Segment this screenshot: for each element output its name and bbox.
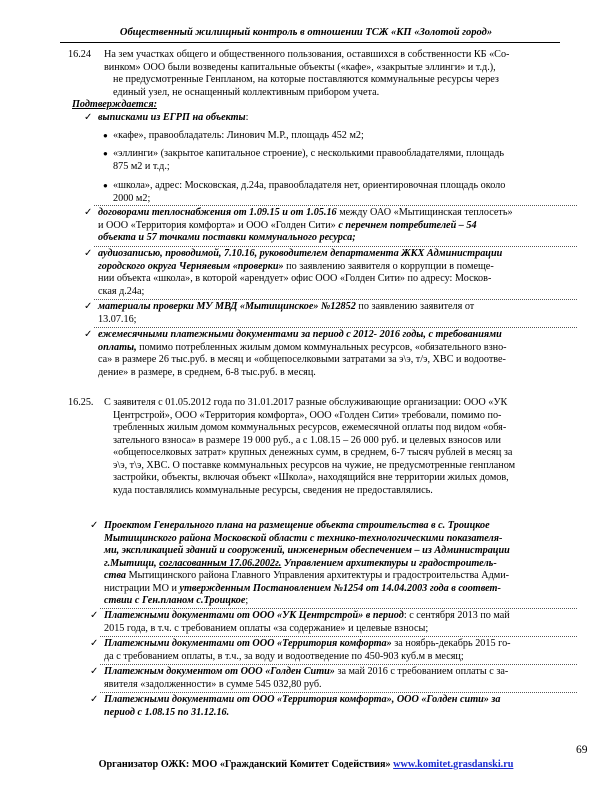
check-item-period	[90, 694, 501, 719]
bullet-item-school	[103, 180, 506, 205]
header-rule	[60, 42, 560, 43]
egrp-label: выписками из ЕГРП на объекты	[98, 112, 246, 123]
text-line: ми, экспликацией зданий и сооружений, инженерным обеспечением – из Администрации	[104, 545, 510, 556]
text-line: «эллинги» (закрытое капитальное строение), с несколькими правообладателями, площадь	[113, 148, 504, 159]
page-header: Общественный жилищный контроль в отношении ТСЖ «КП «Золотой город»	[119, 27, 493, 38]
text-line: Платежными документами от ООО «Территория комфорта», ООО «Голден сити» за	[104, 694, 501, 705]
paragraph-16-25	[104, 397, 515, 497]
text-line: период с 1.08.15 по 31.12.16.	[104, 706, 230, 718]
checkmark-icon: ✓	[84, 248, 93, 259]
text-line: не предусмотренные Генпланом, на которые поставляются коммунальные ресурсы через	[113, 74, 499, 85]
checkmark-icon: ✓	[90, 694, 99, 705]
separator	[94, 327, 577, 328]
text-line: «школа», адрес: Московская, д.24а, правообладателя нет, ориентировочная площадь около	[113, 180, 506, 191]
page-footer	[0, 759, 612, 770]
text-span: согласованным 17.06.2002г.	[159, 557, 282, 569]
text-span: по заявлению заявителя о коррупции в помеще-	[283, 260, 494, 272]
text-line: да с требованием оплаты, в т.ч., за воду и водоотведение по 450-903 куб.м в месяц;	[104, 650, 464, 662]
text-line: единый узел, не оснащенный коллективным прибором учета.	[113, 86, 380, 98]
text-line: «общепоселковых затрат» крупных денежных сумм, в среднем, 6-7 тысяч рублей в месяц за	[113, 447, 513, 458]
text-span: и ООО «Территория комфорта» и ООО «Голден Сити»	[98, 219, 339, 231]
text-line: 2000 м2;	[113, 192, 151, 204]
text-span: Мытищинского района Главного Управления архитектуры и градостроительства Адми-	[126, 570, 510, 581]
check-item-payments	[84, 329, 507, 379]
check-item-uk-centrstroy	[90, 610, 510, 635]
text-line: куда поставлялись коммунальные ресурсы, сведения не предоставлялись.	[113, 484, 433, 496]
text-span: с перечнем потребителей – 54	[338, 219, 477, 231]
text-line: Мытищинского района Московской области с технико-технологическими показателя-	[104, 532, 503, 544]
text-line: 875 м2 и т.д.;	[113, 160, 170, 172]
text-line: застройки, объекты, включая объект «Школа», находящийся вне территории жилых домов,	[113, 472, 509, 483]
text-line: явителя «задолженности» в сумме 545 032,80 руб.	[104, 678, 322, 690]
text-span: Платежными документами от ООО «УК Центрстрой» в период	[104, 610, 404, 621]
text-line: 13.07.16;	[98, 313, 137, 325]
text-line: объекта и 57 точками поставки коммунального ресурса;	[98, 232, 356, 243]
text-span: г.Мытищи,	[104, 557, 160, 569]
text-line: ежемесячными платежными документами за период с 2012- 2016 годы, с требованиями	[98, 329, 502, 340]
separator	[100, 664, 577, 665]
text-span: оплаты,	[98, 341, 137, 353]
checkmark-icon: ✓	[84, 329, 93, 340]
separator	[94, 299, 577, 300]
text-span: Управлением архитектуры и градостроитель-	[281, 557, 497, 569]
text-span: помимо потребленных жилым домом коммунальных ресурсов, «обязательного взно-	[136, 341, 507, 353]
item-number-16-24: 16.24	[68, 49, 91, 60]
text-line: С заявителя с 01.05.2012 года по 31.01.2017 разные обслуживающие организации: ООО «УК	[104, 397, 508, 408]
bullet-icon: ●	[103, 149, 108, 158]
separator	[100, 636, 577, 637]
check-item-genplan	[90, 520, 510, 608]
text-span: договорами теплоснабжения от 1.09.15 и от 1.05.16	[98, 207, 337, 218]
paragraph-16-24	[104, 49, 509, 99]
bullet-item-ellingi	[103, 148, 504, 173]
text-line: винком» ООО были возведены капитальные объекты («кафе», «закрытые эллинги» и т.д.),	[104, 61, 496, 73]
checkmark-icon: ✓	[84, 301, 93, 312]
separator	[100, 608, 577, 609]
bullet-item-cafe	[103, 130, 364, 143]
text-line: «кафе», правообладатель: Линович М.Р., площадь 452 м2;	[113, 130, 364, 141]
text-line: са» в размере 26 тыс.руб. в месяц и «общепоселковыми затратами за э\э, т/э, ХВС и водоотве-	[98, 354, 506, 365]
checkmark-icon: ✓	[90, 666, 99, 677]
separator	[94, 205, 577, 206]
text-span: ствии с Ген.планом с.Троицкое	[104, 595, 246, 606]
bullet-icon: ●	[103, 181, 108, 190]
page-number: 69	[576, 744, 588, 756]
checkmark-icon: ✓	[90, 610, 99, 621]
item-number-16-25: 16.25.	[68, 397, 94, 408]
text-span: городского округа Черняевым «проверки»	[98, 260, 284, 272]
checkmark-icon: ✓	[90, 638, 99, 649]
text-line: нии объекта «школа», в которой «арендует» офис ООО «Голден Сити» по адресу: Москов-	[98, 273, 492, 284]
text-span: за ноябрь-декабрь 2015 го-	[391, 638, 511, 649]
text-span: между ОАО «Мытищинская теплосеть»	[336, 207, 513, 218]
confirmed-label: Подтверждается:	[72, 99, 157, 110]
text-span: ства	[104, 570, 127, 581]
bullet-icon: ●	[103, 131, 108, 140]
text-span: : с сентября 2013 по май	[403, 610, 510, 621]
check-item-contracts	[84, 207, 513, 245]
checkmark-icon: ✓	[90, 520, 99, 531]
checkmark-icon: ✓	[84, 112, 93, 123]
check-item-egrp: ✓ выписками из ЕГРП на объекты:	[84, 112, 249, 123]
text-line: Проектом Генерального плана на размещение объекта строительства в с. Троицкое	[104, 520, 490, 531]
text-line: ская д.24а;	[98, 285, 145, 297]
check-item-mvd	[84, 301, 475, 326]
text-line: Центрстрой», ООО «Территория комфорта», ООО «Голден Сити» требовали, помимо по-	[113, 409, 502, 421]
checkmark-icon: ✓	[84, 207, 93, 218]
footer-text: Организатор ОЖК: МОО «Гражданский Комитет Содействия»	[98, 759, 394, 770]
text-line: дение» в размере, в среднем, 6-8 тыс.руб. в месяц.	[98, 366, 316, 378]
text-line: 2015 года, в т.ч. с требованием оплаты «за содержание» и целевые взносы;	[104, 622, 429, 634]
check-item-territoriya	[90, 638, 511, 663]
text-span: Платежными документами от ООО «Территория комфорта»	[104, 638, 392, 649]
text-span: Платежным документом от ООО «Голден Сити»	[104, 666, 335, 677]
text-span: нистрации МО и	[104, 582, 180, 594]
separator	[94, 246, 577, 247]
text-span: ;	[245, 595, 249, 606]
text-line: зательного взноса» в размере 19 000 руб., а с 1.08.15 – 26 000 руб. и целевых взносов или	[113, 434, 501, 446]
check-item-audio	[84, 248, 503, 298]
text-line: аудиозаписью, проводимой, 7.10.16, руководителем департамента ЖКХ Администрации	[98, 248, 503, 259]
text-span: по заявлению заявителя от	[355, 301, 475, 312]
text-span: за май 2016 с требованием оплаты с за-	[334, 666, 509, 677]
footer-link[interactable]: www.komitet.grasdanski.ru	[393, 759, 514, 770]
check-item-golden-city	[90, 666, 509, 691]
text-line: требленных жилым домом коммунальных ресурсов, ежемесячной оплаты под видом «обя-	[113, 422, 507, 433]
text-span: материалы проверки МУ МВД «Мытищинское» №12852	[98, 301, 356, 312]
text-span: утвержденным Постановлением №1254 от 14.04.2003 года в соответ-	[179, 582, 501, 594]
separator	[100, 692, 577, 693]
text-line: э\э, т\э, ХВС. О поставке коммунальных ресурсов на чужие, не предусмотренные генпланом	[113, 459, 516, 471]
text-line: На зем участках общего и общественного пользования, оставшихся в собственности КБ «Со-	[104, 49, 510, 60]
